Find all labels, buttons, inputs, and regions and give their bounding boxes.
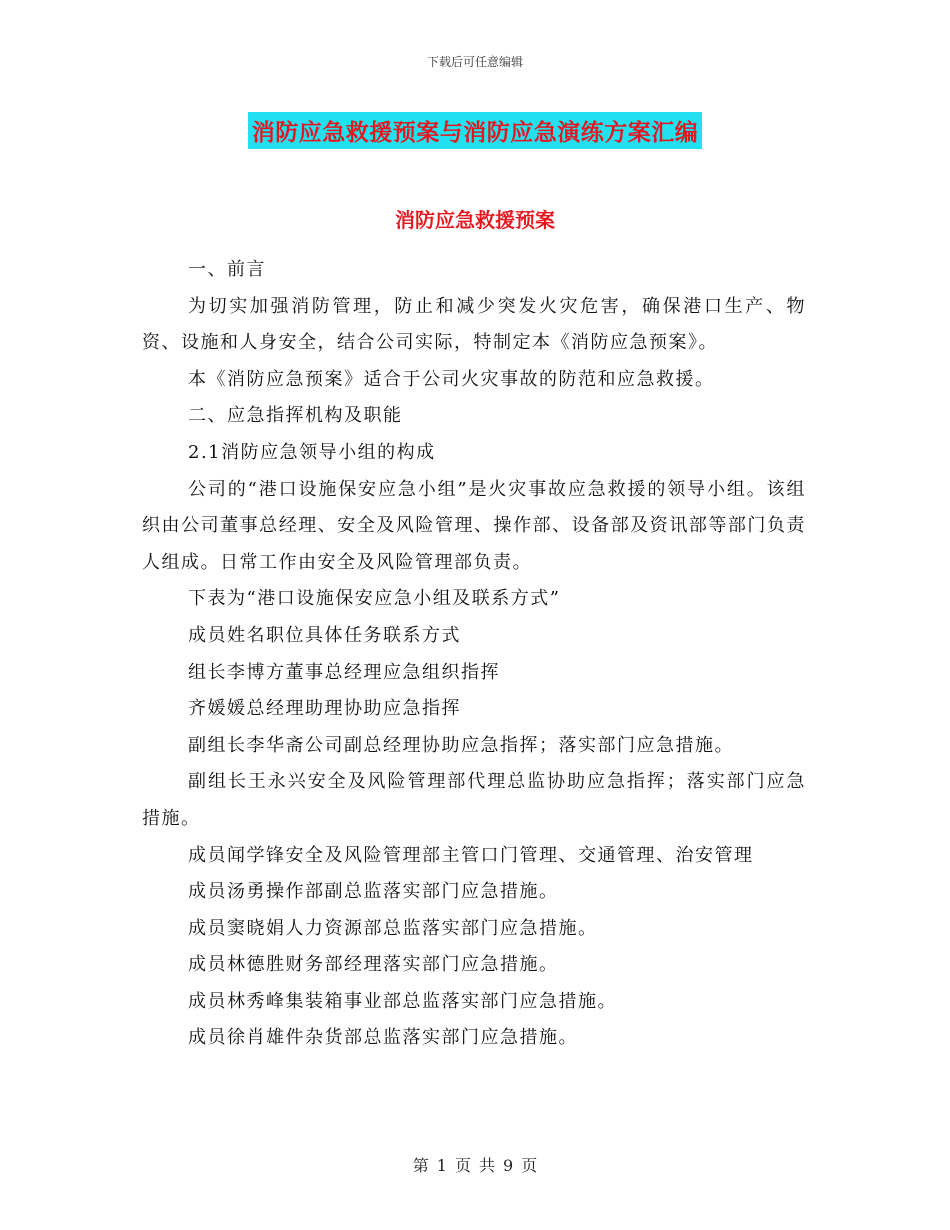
page-footer xyxy=(0,1153,950,1176)
paragraph: 为切实加强消防管理，防止和减少突发火灾危害，确保港口生产、物资、设施和人身安全，结合公司实际，特制定本《消防应急预案》。 xyxy=(142,295,806,354)
footer-label-unit: 页 xyxy=(454,1156,471,1175)
section-title: 消防应急救援预案 xyxy=(395,208,555,232)
paragraph: 成员姓名职位具体任务联系方式 xyxy=(188,624,461,646)
paragraph: 二、应急指挥机构及职能 xyxy=(188,405,403,427)
main-title: 消防应急救援预案与消防应急演练方案汇编 xyxy=(248,112,703,149)
paragraph: 公司的“港口设施保安应急小组”是火灾事故应急救援的领导小组。该组织由公司董事总经理、安全及风险管理、操作部、设备部及资讯部等部门负责人组成。日常工作由安全及风险管理部负责。 xyxy=(142,478,806,573)
paragraph: 成员闻学锋安全及风险管理部主管口门管理、交通管理、治安管理 xyxy=(188,844,754,866)
paragraph: 组长李博方董事总经理应急组织指挥 xyxy=(188,661,500,683)
paragraph: 副组长李华斋公司副总经理协助应急指挥；落实部门应急措施。 xyxy=(188,734,734,756)
footer-label-unit2: 页 xyxy=(521,1156,538,1175)
header-note: 下载后可任意编辑 xyxy=(426,55,523,69)
paragraph: 本《消防应急预案》适合于公司火灾事故的防范和应急救援。 xyxy=(188,368,715,390)
total-pages: 9 xyxy=(503,1156,514,1175)
paragraph: 成员汤勇操作部副总监落实部门应急措施。 xyxy=(188,881,559,903)
footer-label-total: 共 xyxy=(479,1156,496,1175)
paragraph: 成员徐肖雄件杂货部总监落实部门应急措施。 xyxy=(188,1027,578,1049)
paragraph: 下表为“港口设施保安应急小组及联系方式” xyxy=(188,588,561,610)
paragraph: 成员林德胜财务部经理落实部门应急措施。 xyxy=(188,954,559,976)
footer-label-page: 第 xyxy=(412,1156,429,1175)
paragraph: 成员林秀峰集装箱事业部总监落实部门应急措施。 xyxy=(188,990,617,1012)
paragraph: 成员窦晓娟人力资源部总监落实部门应急措施。 xyxy=(188,917,598,939)
paragraph: 2.1消防应急领导小组的构成 xyxy=(188,441,436,463)
paragraph: 一、前言 xyxy=(188,259,266,280)
page-number: 1 xyxy=(436,1156,447,1175)
main-title-container xyxy=(0,112,950,149)
paragraph: 副组长王永兴安全及风险管理部代理总监协助应急指挥；落实部门应急措施。 xyxy=(142,771,806,829)
paragraph: 齐媛媛总经理助理协助应急指挥 xyxy=(188,698,461,720)
document-body xyxy=(142,252,806,1057)
